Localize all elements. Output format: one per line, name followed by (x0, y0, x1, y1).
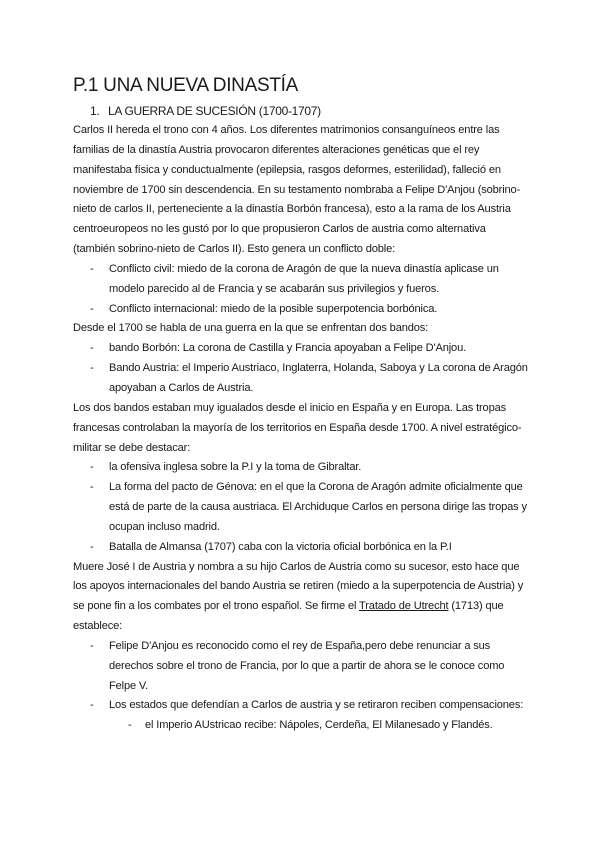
paragraph-bandos: Desde el 1700 se habla de una guerra en la que se enfrentan dos bandos: (73, 322, 429, 335)
utrecht-list (73, 637, 528, 736)
page-title: P.1 UNA NUEVA DINASTÍA (73, 75, 298, 96)
list-item: - Conflicto civil: miedo de la corona de Aragón de que la nueva dinastía aplicase un modelo parecido al de Francia y se acabarán sus privilegios y fueros. (73, 260, 528, 300)
bandos-list (73, 339, 528, 399)
list-item: - La forma del pacto de Génova: en el que la Corona de Aragón admite oficialmente que está de parte de la causa austriaca. El Archiduque Carlos en persona dirige las tropas y ocupan incluso madrid. (73, 478, 528, 538)
document-body (73, 121, 528, 736)
paragraph-intro: Carlos II hereda el trono con 4 años. Los diferentes matrimonios consanguíneos entre las familias de la dinastía Austria provocaron diferentes alteraciones genéticas que el rey manifestaba física y conductualmente (epilepsia, rasgos deformes, esterilidad), falleció en noviembre de 1700 sin descendencia. En su testamento nombraba a Felipe D'Anjou (sobrino-nieto de carlos II, perteneciente a la dinastía Borbón francesa), esto a la rama de los Austria centroeuropeos no les gustó por lo que propusieron Carlos de austria como alternativa (también sobrino-nieto de Carlos II). Esto genera un conflicto doble: (73, 124, 521, 256)
paragraph-utrecht (73, 558, 528, 637)
section-number: 1. (90, 104, 100, 118)
utrecht-text-before: Muere José I de Austria y nombra a su hijo Carlos de Austria como su sucesor, esto hace que los apoyos internacionales del bando Austria se retiren (miedo a la superpotencia de Austria) y se pone fin a los combates por el trono español. Se firme el (73, 560, 524, 613)
section-heading (90, 104, 321, 118)
paragraph-strategy: Los dos bandos estaban muy igualados desde el inicio en España y en Europa. Las tropas francesas controlaban la mayoría de los territorios en España desde 1700. A nivel estratégico-militar se debe destacar: (73, 401, 522, 454)
list-item: - Bando Austria: el Imperio Austriaco, Inglaterra, Holanda, Saboya y La corona de Aragón apoyaban a Carlos de Austria. (73, 359, 528, 399)
sub-list-item: - el Imperio AUstricao recibe: Nápoles, Cerdeña, El Milanesado y Flandés. (73, 716, 528, 736)
utrecht-treaty-link: Tratado de Utrecht (359, 600, 449, 613)
utrecht-text-after: (1713) que establece: (73, 600, 504, 633)
list-item: - Felipe D'Anjou es reconocido como el rey de España,pero debe renunciar a sus derechos sobre el trono de Francia, por lo que a partir de ahora se le conoce como Felpe V. (73, 637, 528, 697)
list-item: - Batalla de Almansa (1707) caba con la victoria oficial borbónica en la P.I (73, 538, 528, 558)
section-title: LA GUERRA DE SUCESIÓN (1700-1707) (108, 104, 321, 118)
list-item: - Conflicto internacional: miedo de la posible superpotencia borbónica. (73, 300, 528, 320)
list-item: - Los estados que defendían a Carlos de austria y se retiraron reciben compensaciones: (73, 696, 528, 716)
conflict-list (73, 260, 528, 320)
strategy-list (73, 458, 528, 557)
list-item: - la ofensiva inglesa sobre la P.I y la toma de Gibraltar. (73, 458, 528, 478)
list-item: - bando Borbón: La corona de Castilla y Francia apoyaban a Felipe D'Anjou. (73, 339, 528, 359)
